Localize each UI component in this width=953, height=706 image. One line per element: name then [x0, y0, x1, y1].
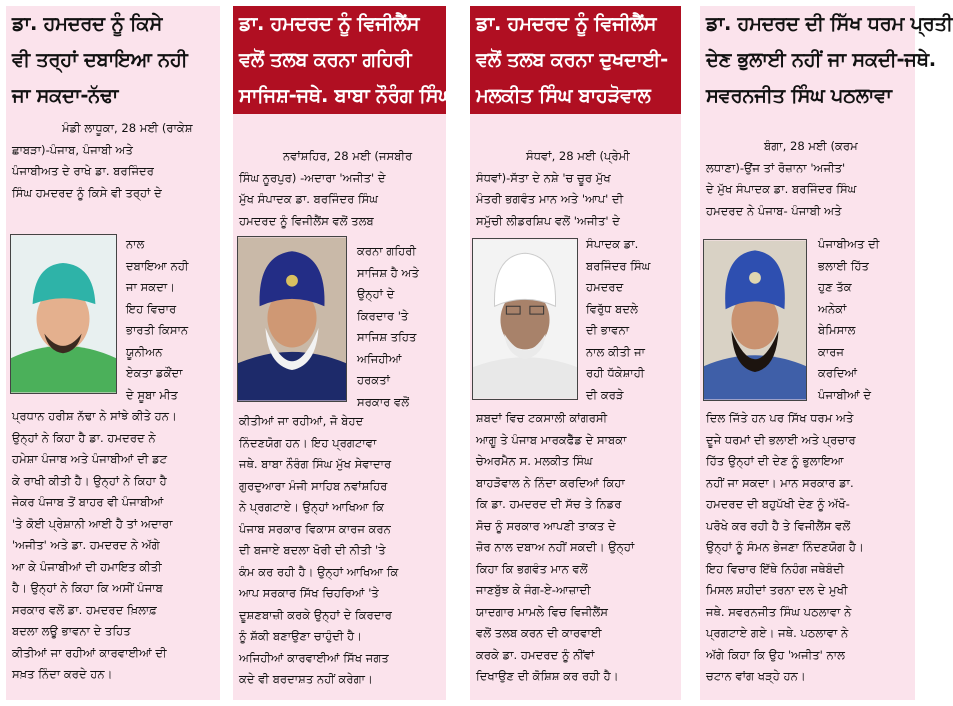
article-body-bottom: ਸ਼ਬਦਾਂ ਵਿਚ ਟਕਸਾਲੀ ਕਾਂਗਰਸੀ ਆਗੂ ਤੇ ਪੰਜਾਬ ਮਾਰਕਫੈੱਡ ਦੇ ਸਾਬਕਾ ਚੇਅਰਮੈਨ ਸ. ਮਲਕੀਤ ਸਿੰਘ ਬਾਹੜੋਵਾਲ ਨੇ ਨਿੰਦਾ ਕਰਦਿਆਂ ਕਿਹਾ ਕਿ ਡਾ. ਹਮਦਰਦ ਦੀ ਸੱਚ ਤੇ ਨਿਡਰ ਸੋਚ ਨੂੰ ਸਰਕਾਰ ਆਪਣੀ ਤਾਕਤ ਦੇ ਜ਼ੋਰ ਨਾਲ ਦਬਾਅ ਨਹੀਂ ਸਕਦੀ। ਉਨ੍ਹਾਂ ਕਿਹਾ ਕਿ ਭਗਵੰਤ ਮਾਨ ਵਲੋਂ ਜਾਣਬੁੱਝ ਕੇ ਜੰਗ-ਏ-ਆਜ਼ਾਦੀ ਯਾਦਗਾਰ ਮਾਮਲੇ ਵਿਚ ਵਿਜੀਲੈਂਸ ਵਲੋਂ ਤਲਬ ਕਰਨ ਦੀ ਕਾਰਵਾਈ ਕਰਕੇ ਡਾ. ਹਮਦਰਦ ਨੂੰ ਨੀਂਵਾਂ ਦਿਖਾਉਣ ਦੀ ਕੋਸ਼ਿਸ਼ ਕਰ ਰਹੀ ਹੈ।: [476, 411, 635, 683]
article-body-top: ਮੰਡੀ ਲਾਧੂਕਾ, 28 ਮਈ (ਰਾਕੇਸ਼ ਛਾਬੜਾ)-ਪੰਜਾਬ, ਪੰਜਾਬੀ ਅਤੇ ਪੰਜਾਬੀਅਤ ਦੇ ਰਾਖੇ ਡਾ. ਬਰਜਿੰਦਰ ਸਿੰਘ ਹਮਦਰਦ ਨੂੰ ਕਿਸੇ ਵੀ ਤਰ੍ਹਾਂ ਦੇ: [12, 121, 193, 200]
article-nadha: [6, 6, 220, 700]
article-body-side: ਨਾਲ ਦਬਾਇਆ ਨਹੀ ਜਾ ਸਕਦਾ। ਇਹ ਵਿਚਾਰ ਭਾਰਤੀ ਕਿਸਾਨ ਯੂਨੀਅਨ ਏਕਤਾ ਡਕੌਂਦਾ ਦੇ ਸੂਬਾ ਮੀਤ: [126, 237, 189, 402]
headline: ਡਾ. ਹਮਦਰਦ ਦੀ ਸਿੱਖ ਧਰਮ ਪ੍ਰਤੀ ਦੇਣ ਭੁਲਾਈ ਨਹੀਂ ਜਾ ਸਕਦੀ-ਜਥੇ. ਸਵਰਨਜੀਤ ਸਿੰਘ ਪਠਲਾਵਾ: [706, 12, 953, 107]
article-body-side: ਪੰਜਾਬੀਅਤ ਦੀ ਭਲਾਈ ਹਿੱਤ ਹੁਣ ਤੱਕ ਅਨੇਕਾਂ ਬੇਮਿਸਾਲ ਕਾਰਜ ਕਰਦਿਆਂ ਪੰਜਾਬੀਆਂ ਦੇ: [818, 237, 880, 402]
headline: ਡਾ. ਹਮਦਰਦ ਨੂੰ ਕਿਸੇ ਵੀ ਤਰ੍ਹਾਂ ਦਬਾਇਆ ਨਹੀ ਜਾ ਸਕਦਾ-ਨੱਢਾ: [12, 12, 188, 107]
portrait-photo: [10, 234, 117, 394]
headline: ਡਾ. ਹਮਦਰਦ ਨੂੰ ਵਿਜੀਲੈਂਸ ਵਲੋਂ ਤਲਬ ਕਰਨਾ ਦੁਖਦਾਈ- ਮਲਕੀਤ ਸਿੰਘ ਬਾਹੜੋਵਾਲ: [470, 6, 681, 114]
portrait-photo: [703, 239, 807, 401]
article-body-bottom: ਕੀਤੀਆਂ ਜਾ ਰਹੀਆਂ, ਜੋ ਬੇਹਦ ਨਿੰਦਣਯੋਗ ਹਨ। ਇਹ ਪ੍ਰਗਟਾਵਾ ਜਥੇ. ਬਾਬਾ ਨੌਰੰਗ ਸਿੰਘ ਮੁੱਖ ਸੇਵਾਦਾਰ ਗੁਰਦੁਆਰਾ ਮੰਜੀ ਸਾਹਿਬ ਨਵਾਂਸ਼ਹਿਰ ਨੇ ਪ੍ਰਗਟਾਏ। ਉਨ੍ਹਾਂ ਆਖਿਆ ਕਿ ਪੰਜਾਬ ਸਰਕਾਰ ਵਿਕਾਸ ਕਾਰਜ ਕਰਨ ਦੀ ਬਜਾਏ ਬਦਲਾ ਖੋਰੀ ਦੀ ਨੀਤੀ 'ਤੇ ਕੰਮ ਕਰ ਰਹੀ ਹੈ। ਉਨ੍ਹਾਂ ਆਖਿਆ ਕਿ ਆਪ ਸਰਕਾਰ ਸਿੱਖ ਚਿਹਰਿਆਂ 'ਤੇ ਦੂਸ਼ਣਬਾਜ਼ੀ ਕਰਕੇ ਉਨ੍ਹਾਂ ਦੇ ਕਿਰਦਾਰ ਨੂੰ ਸ਼ੱਕੀ ਬਣਾਉਣਾ ਚਾਹੁੰਦੀ ਹੈ। ਅਜਿਹੀਆਂ ਕਾਰਵਾਈਆਂ ਸਿੱਖ ਜਗਤ ਕਦੇ ਵੀ ਬਰਦਾਸ਼ਤ ਨਹੀਂ ਕਰੇਗਾ।: [239, 414, 399, 686]
article-malkit-singh: [470, 6, 681, 700]
article-naurang-singh: [233, 6, 453, 700]
portrait-photo: [472, 238, 578, 400]
headline: ਡਾ. ਹਮਦਰਦ ਨੂੰ ਵਿਜੀਲੈਂਸ ਵਲੋਂ ਤਲਬ ਕਰਨਾ ਗਹਿਰੀ ਸਾਜਿਸ਼-ਜਥੇ. ਬਾਬਾ ਨੌਰੰਗ ਸਿੰਘ: [233, 6, 446, 114]
article-swaranjit-singh: [700, 6, 953, 700]
article-body-side: ਕਰਨਾ ਗਹਿਰੀ ਸਾਜਿਸ਼ ਹੈ ਅਤੇ ਉਨ੍ਹਾਂ ਦੇ ਕਿਰਦਾਰ 'ਤੇ ਸਾਜਿਸ਼ ਤਹਿਤ ਅਜਿਹੀਆਂ ਹਰਕਤਾਂ ਸਰਕਾਰ ਵਲੋਂ: [357, 244, 419, 409]
portrait-photo: [237, 236, 347, 402]
article-body-top: ਸੰਧਵਾਂ, 28 ਮਈ (ਪ੍ਰੇਮੀ ਸੰਧਵਾਂ)-ਸੱਤਾ ਦੇ ਨਸ਼ੇ 'ਚ ਚੂਰ ਮੁੱਖ ਮੰਤਰੀ ਭਗਵੰਤ ਮਾਨ ਅਤੇ 'ਆਪ' ਦੀ ਸਮੁੱਚੀ ਲੀਡਰਸ਼ਿਪ ਵਲੋਂ 'ਅਜੀਤ' ਦੇ: [476, 149, 630, 228]
article-body-bottom: ਦਿਲ ਜਿੱਤੇ ਹਨ ਪਰ ਸਿੱਖ ਧਰਮ ਅਤੇ ਦੂਜੇ ਧਰਮਾਂ ਦੀ ਭਲਾਈ ਅਤੇ ਪ੍ਰਚਾਰ ਹਿੱਤ ਉਨ੍ਹਾਂ ਦੀ ਦੇਣ ਨੂੰ ਭੁਲਾਇਆ ਨਹੀਂ ਜਾ ਸਕਦਾ। ਮਾਨ ਸਰਕਾਰ ਡਾ. ਹਮਦਰਦ ਦੀ ਬਹੁਪੱਖੀ ਦੇਣ ਨੂੰ ਅੱਖੋ- ਪਰੋਖੇ ਕਰ ਰਹੀ ਹੈ ਤੇ ਵਿਜੀਲੈਂਸ ਵਲੋਂ ਉਨ੍ਹਾਂ ਨੂੰ ਸੰਮਨ ਭੇਜਣਾ ਨਿੰਦਣਯੋਗ ਹੈ। ਇਹ ਵਿਚਾਰ ਇੱਥੇ ਨਿਹੰਗ ਜਥੇਬੰਦੀ ਮਿਸਲ ਸ਼ਹੀਦਾਂ ਤਰਨਾ ਦਲ ਦੇ ਮੁਖੀ ਜਥੇ. ਸਵਰਨਜੀਤ ਸਿੰਘ ਪਠਲਾਵਾ ਨੇ ਪ੍ਰਗਟਾਏ ਗਏ। ਜਥੇ. ਪਠਲਾਵਾ ਨੇ ਅੱਗੇ ਕਿਹਾ ਕਿ ਉਹ 'ਅਜੀਤ' ਨਾਲ ਚਟਾਨ ਵਾਂਗ ਖੜ੍ਹੇ ਹਨ।: [706, 411, 864, 683]
article-body-top: ਨਵਾਂਸ਼ਹਿਰ, 28 ਮਈ (ਜਸਬੀਰ ਸਿੰਘ ਨੂਰਪੁਰ) -ਅਦਾਰਾ 'ਅਜੀਤ' ਦੇ ਮੁੱਖ ਸੰਪਾਦਕ ਡਾ. ਬਰਜਿੰਦਰ ਸਿੰਘ ਹਮਦਰਦ ਨੂੰ ਵਿਜੀਲੈਂਸ ਵਲੋਂ ਤਲਬ: [239, 149, 413, 228]
article-body-side: ਸੰਪਾਦਕ ਡਾ. ਬਰਜਿੰਦਰ ਸਿੰਘ ਹਮਦਰਦ ਵਿਰੁੱਧ ਬਦਲੇ ਦੀ ਭਾਵਨਾ ਨਾਲ ਕੀਤੀ ਜਾ ਰਹੀ ਧੱਕੇਸ਼ਾਹੀ ਦੀ ਕਰੜੇ: [586, 237, 651, 402]
article-body-bottom: ਪ੍ਰਧਾਨ ਹਰੀਸ਼ ਨੱਢਾ ਨੇ ਸਾਂਝੇ ਕੀਤੇ ਹਨ। ਉਨ੍ਹਾਂ ਨੇ ਕਿਹਾ ਹੈ ਡਾ. ਹਮਦਰਦ ਨੇ ਹਮੇਸ਼ਾ ਪੰਜਾਬ ਅਤੇ ਪੰਜਾਬੀਆਂ ਦੀ ਡਟ ਕੇ ਰਾਖੀ ਕੀਤੀ ਹੈ। ਉਨ੍ਹਾਂ ਨੇ ਕਿਹਾ ਹੈ ਜੇਕਰ ਪੰਜਾਬ ਤੋਂ ਬਾਹਰ ਵੀ ਪੰਜਾਬੀਆਂ 'ਤੇ ਕੋਈ ਪ੍ਰੇਸ਼ਾਨੀ ਆਈ ਹੈ ਤਾਂ ਅਦਾਰਾ 'ਅਜੀਤ' ਅਤੇ ਡਾ. ਹਮਦਰਦ ਨੇ ਅੱਗੇ ਆ ਕੇ ਪੰਜਾਬੀਆਂ ਦੀ ਹਮਾਇਤ ਕੀਤੀ ਹੈ। ਉਨ੍ਹਾਂ ਨੇ ਕਿਹਾ ਕਿ ਅਸੀਂ ਪੰਜਾਬ ਸਰਕਾਰ ਵਲੋਂ ਡਾ. ਹਮਦਰਦ ਖ਼ਿਲਾਫ਼ ਬਦਲਾ ਲਊ ਭਾਵਨਾ ਦੇ ਤਹਿਤ ਕੀਤੀਆਂ ਜਾ ਰਹੀਆਂ ਕਾਰਵਾਈਆਂ ਦੀ ਸਖ਼ਤ ਨਿੰਦਾ ਕਰਦੇ ਹਨ।: [12, 409, 177, 681]
article-body-top: ਬੰਗਾ, 28 ਮਈ (ਕਰਮ ਲਧਾਣਾ)-ਉਂਜ ਤਾਂ ਰੋਜ਼ਾਨਾ 'ਅਜੀਤ' ਦੇ ਮੁੱਖ ਸੰਪਾਦਕ ਡਾ. ਬਰਜਿੰਦਰ ਸਿੰਘ ਹਮਦਰਦ ਨੇ ਪੰਜਾਬ- ਪੰਜਾਬੀ ਅਤੇ: [706, 139, 858, 218]
